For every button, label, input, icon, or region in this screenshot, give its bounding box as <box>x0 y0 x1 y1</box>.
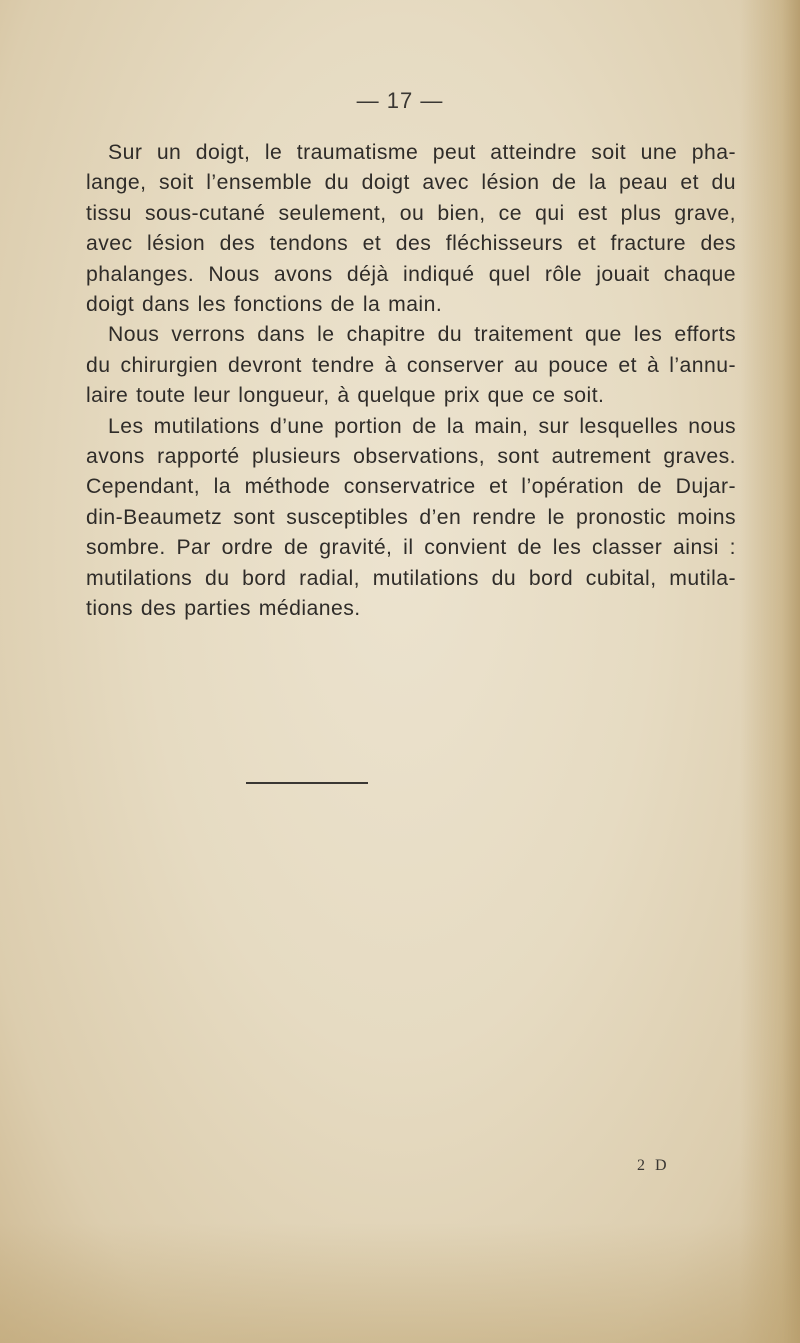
page-edge-shadow <box>740 0 800 1343</box>
paragraph-1-line: Sur un doigt, le traumatisme peut atteindre soit une pha- <box>108 141 736 164</box>
paragraph-1-line: lange, soit l’ensemble du doigt avec lésion de la peau et du <box>86 171 736 195</box>
paragraph-1-line: phalanges. Nous avons déjà indiqué quel rôle jouait chaque <box>86 262 736 286</box>
paragraph-3-line: Les mutilations d’une portion de la main, sur lesquelles nous <box>108 414 736 438</box>
page-number: — 17 — <box>356 88 444 113</box>
body-text <box>86 138 736 625</box>
page-bottom-shadow <box>0 1223 800 1343</box>
section-separator <box>246 782 368 784</box>
paragraph-1-line: tissu sous-cutané seulement, ou bien, ce qui est plus grave, <box>86 201 736 225</box>
paragraph-3-line: tions des parties médianes. <box>86 597 361 621</box>
signature-mark: 2 D <box>637 1157 670 1174</box>
paragraph-1-line: doigt dans les fonctions de la main. <box>86 293 443 317</box>
paragraph-1-line: avec lésion des tendons et des fléchisseurs et fracture des <box>86 232 736 256</box>
paragraph-3-line: Cependant, la méthode conservatrice et l’opération de Dujar- <box>86 475 736 499</box>
paragraph-3-line: avons rapporté plusieurs observations, sont autrement graves. <box>86 445 736 469</box>
paragraph-2-line: Nous verrons dans le chapitre du traitement que les efforts <box>108 323 736 347</box>
paragraph-3-line: sombre. Par ordre de gravité, il convient de les classer ainsi : <box>86 536 736 560</box>
paragraph-3-line: mutilations du bord radial, mutilations du bord cubital, mutila- <box>86 566 736 590</box>
paragraph-2-line: du chirurgien devront tendre à conserver au pouce et à l’annu- <box>86 353 736 377</box>
paragraph-2-line: laire toute leur longueur, à quelque prix que ce soit. <box>86 384 605 408</box>
paragraph-3-line: din-Beaumetz sont susceptibles d’en rendre le pronostic moins <box>86 505 736 529</box>
